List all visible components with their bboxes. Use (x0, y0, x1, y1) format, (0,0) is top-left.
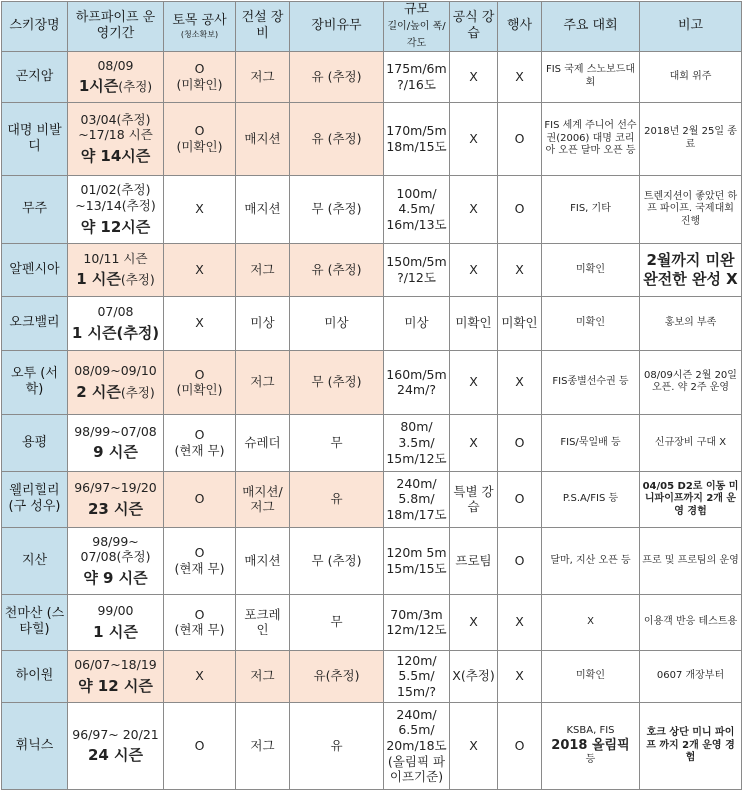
table-row (2, 102, 742, 175)
table-row (2, 243, 742, 296)
lesson-cell: 특별 강습 (450, 471, 498, 527)
header-size: 규모 길이/높이 폭/각도 (384, 2, 450, 52)
period-cell: 01/02(추정) ~13/14(추정) 약 12시즌 (68, 175, 164, 243)
competition-cell: 미확인 (542, 243, 640, 296)
event-cell: O (498, 527, 542, 594)
event-cell: 미확인 (498, 296, 542, 350)
table-row (2, 51, 742, 102)
equipment-cell: 매지션 (236, 102, 290, 175)
header-event: 행사 (498, 2, 542, 52)
civil-cell: O (미확인) (164, 102, 236, 175)
size-cell: 150m/5m ?/12도 (384, 243, 450, 296)
header-ski-resort: 스키장명 (2, 2, 68, 52)
lesson-cell: 프로팀 (450, 527, 498, 594)
header-period: 하프파이프 운영기간 (68, 2, 164, 52)
lesson-cell: X (450, 175, 498, 243)
resort-name-cell: 용평 (2, 414, 68, 471)
resort-name-cell: 곤지암 (2, 51, 68, 102)
civil-cell: X (164, 175, 236, 243)
equipment-cell: 매지션 (236, 527, 290, 594)
size-cell: 175m/6m ?/16도 (384, 51, 450, 102)
note-cell: 이용객 반응 테스트용 (640, 594, 742, 650)
civil-cell: O (미확인) (164, 350, 236, 414)
header-civil: 토목 공사 (청소확보) (164, 2, 236, 52)
table-row (2, 296, 742, 350)
resort-name-cell: 대명 비발디 (2, 102, 68, 175)
equipment-cell: 저그 (236, 51, 290, 102)
size-cell: 120m/ 5.5m/ 15m/? (384, 650, 450, 702)
period-cell: 08/09~09/10 2 시즌(추정) (68, 350, 164, 414)
civil-cell: X (164, 296, 236, 350)
competition-cell: P.S.A/FIS 등 (542, 471, 640, 527)
equipment-cell: 포크레 인 (236, 594, 290, 650)
civil-cell: X (164, 243, 236, 296)
lesson-cell: X (450, 102, 498, 175)
competition-cell: FIS, 기타 (542, 175, 640, 243)
competition-cell: FIS/묵일배 등 (542, 414, 640, 471)
event-cell: O (498, 471, 542, 527)
table-row (2, 527, 742, 594)
equipment-cell: 저그 (236, 350, 290, 414)
size-cell: 100m/ 4.5m/ 16m/13도 (384, 175, 450, 243)
header-lesson: 공식 강습 (450, 2, 498, 52)
has-equipment-cell: 유 (추정) (290, 51, 384, 102)
event-cell: X (498, 51, 542, 102)
table-row (2, 350, 742, 414)
equipment-cell: 매지션 (236, 175, 290, 243)
has-equipment-cell: 미상 (290, 296, 384, 350)
civil-cell: O (164, 702, 236, 789)
header-row (2, 2, 742, 52)
header-has-equipment: 장비유무 (290, 2, 384, 52)
lesson-cell: X (450, 350, 498, 414)
header-note: 비고 (640, 2, 742, 52)
competition-cell: 미확인 (542, 296, 640, 350)
table-row (2, 650, 742, 702)
civil-cell: O (현재 무) (164, 414, 236, 471)
ski-halfpipe-table (1, 1, 742, 790)
has-equipment-cell: 유 (추정) (290, 243, 384, 296)
note-cell: 2월까지 미완 완전한 완성 X (640, 243, 742, 296)
lesson-cell: X(추정) (450, 650, 498, 702)
competition-cell: FIS 세계 주니어 선수권(2006) 대명 코리아 오픈 달마 오픈 등 (542, 102, 640, 175)
table-row (2, 414, 742, 471)
period-cell: 98/99~ 07/08(추정) 약 9 시즌 (68, 527, 164, 594)
has-equipment-cell: 무 (추정) (290, 527, 384, 594)
has-equipment-cell: 무 (290, 414, 384, 471)
note-cell: 08/09시즌 2월 20일 오픈. 약 2주 운영 (640, 350, 742, 414)
period-cell: 98/99~07/08 9 시즌 (68, 414, 164, 471)
note-cell: 호크 상단 미니 파이프 까지 2개 운영 경험 (640, 702, 742, 789)
period-cell: 08/09 1시즌(추정) (68, 51, 164, 102)
lesson-cell: X (450, 702, 498, 789)
equipment-cell: 저그 (236, 243, 290, 296)
competition-cell: FIS종별선수권 등 (542, 350, 640, 414)
period-cell: 96/97~ 20/21 24 시즌 (68, 702, 164, 789)
event-cell: X (498, 350, 542, 414)
has-equipment-cell: 유 (290, 702, 384, 789)
has-equipment-cell: 무 (추정) (290, 350, 384, 414)
equipment-cell: 미상 (236, 296, 290, 350)
note-cell: 0607 개장부터 (640, 650, 742, 702)
header-competition: 주요 대회 (542, 2, 640, 52)
period-cell: 96/97~19/20 23 시즌 (68, 471, 164, 527)
event-cell: X (498, 650, 542, 702)
competition-cell: X (542, 594, 640, 650)
table-row (2, 471, 742, 527)
note-cell: 2018년 2월 25일 종료 (640, 102, 742, 175)
lesson-cell: 미확인 (450, 296, 498, 350)
note-cell: 신규장비 구대 X (640, 414, 742, 471)
size-cell: 240m/ 5.8m/ 18m/17도 (384, 471, 450, 527)
event-cell: O (498, 702, 542, 789)
event-cell: O (498, 102, 542, 175)
event-cell: X (498, 243, 542, 296)
equipment-cell: 저그 (236, 650, 290, 702)
resort-name-cell: 천마산 (스타힐) (2, 594, 68, 650)
event-cell: X (498, 594, 542, 650)
has-equipment-cell: 유 (추정) (290, 102, 384, 175)
note-cell: 04/05 D2로 이동 미니파이프까지 2개 운영 경험 (640, 471, 742, 527)
competition-cell: KSBA, FIS 2018 올림픽 등 (542, 702, 640, 789)
lesson-cell: X (450, 414, 498, 471)
resort-name-cell: 하이원 (2, 650, 68, 702)
has-equipment-cell: 무 (추정) (290, 175, 384, 243)
resort-name-cell: 휘닉스 (2, 702, 68, 789)
table-row (2, 702, 742, 789)
lesson-cell: X (450, 594, 498, 650)
resort-name-cell: 무주 (2, 175, 68, 243)
resort-name-cell: 웰리힐리 (구 성우) (2, 471, 68, 527)
has-equipment-cell: 유(추정) (290, 650, 384, 702)
table-row (2, 594, 742, 650)
note-cell: 홍보의 부족 (640, 296, 742, 350)
period-cell: 10/11 시즌 1 시즌(추정) (68, 243, 164, 296)
period-cell: 07/08 1 시즌(추정) (68, 296, 164, 350)
resort-name-cell: 지산 (2, 527, 68, 594)
equipment-cell: 저그 (236, 702, 290, 789)
size-cell: 미상 (384, 296, 450, 350)
civil-cell: X (164, 650, 236, 702)
period-cell: 99/00 1 시즌 (68, 594, 164, 650)
note-cell: 프로 및 프로팀의 운영 (640, 527, 742, 594)
size-cell: 170m/5m 18m/15도 (384, 102, 450, 175)
competition-cell: 달마, 지산 오픈 등 (542, 527, 640, 594)
civil-cell: O (미확인) (164, 51, 236, 102)
size-cell: 120m 5m 15m/15도 (384, 527, 450, 594)
civil-cell: O (164, 471, 236, 527)
has-equipment-cell: 유 (290, 471, 384, 527)
resort-name-cell: 오투 (서학) (2, 350, 68, 414)
size-cell: 70m/3m 12m/12도 (384, 594, 450, 650)
period-cell: 06/07~18/19 약 12 시즌 (68, 650, 164, 702)
size-cell: 240m/ 6.5m/ 20m/18도 (올림픽 파이프기준) (384, 702, 450, 789)
has-equipment-cell: 무 (290, 594, 384, 650)
size-cell: 80m/ 3.5m/ 15m/12도 (384, 414, 450, 471)
event-cell: O (498, 175, 542, 243)
civil-cell: O (현재 무) (164, 594, 236, 650)
size-cell: 160m/5m 24m/? (384, 350, 450, 414)
resort-name-cell: 오크밸리 (2, 296, 68, 350)
civil-cell: O (현재 무) (164, 527, 236, 594)
equipment-cell: 슈레더 (236, 414, 290, 471)
note-cell: 트렌지션이 좋았던 하프 파이프. 국제대회 진행 (640, 175, 742, 243)
event-cell: O (498, 414, 542, 471)
equipment-cell: 매지션/ 저그 (236, 471, 290, 527)
table-row (2, 175, 742, 243)
competition-cell: 미확인 (542, 650, 640, 702)
header-equipment: 건설 장비 (236, 2, 290, 52)
competition-cell: FIS 국제 스노보드대회 (542, 51, 640, 102)
note-cell: 대회 위주 (640, 51, 742, 102)
lesson-cell: X (450, 243, 498, 296)
lesson-cell: X (450, 51, 498, 102)
resort-name-cell: 알펜시아 (2, 243, 68, 296)
period-cell: 03/04(추정) ~17/18 시즌 약 14시즌 (68, 102, 164, 175)
